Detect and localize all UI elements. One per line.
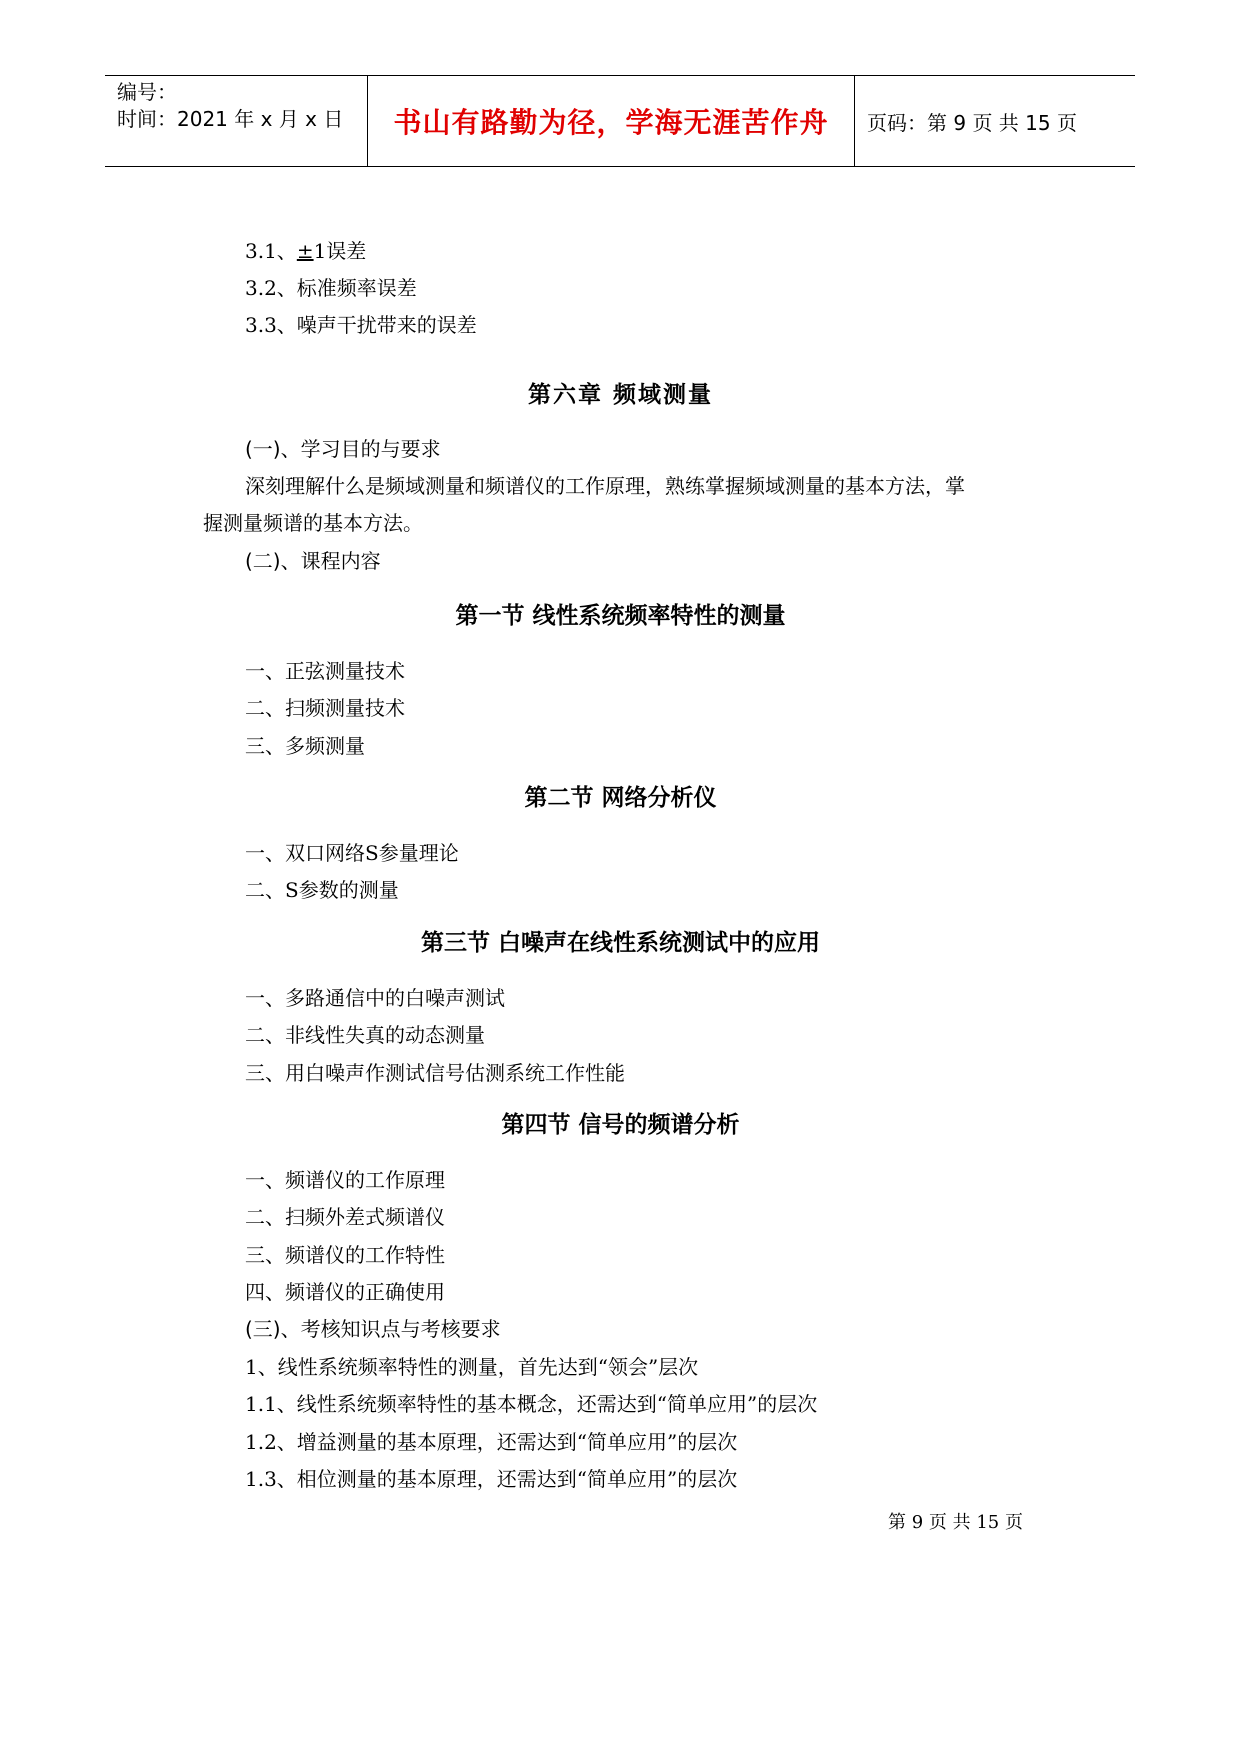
section-3-item: 二、非线性失真的动态测量	[245, 1023, 485, 1047]
section-2-item: 一、双口网络S参量理论	[245, 841, 459, 865]
section-1-item: 二、扫频测量技术	[245, 696, 405, 720]
exam-item: 1.1、线性系统频率特性的基本概念，还需达到“简单应用”的层次	[245, 1392, 818, 1416]
section-4-item: 三、频谱仪的工作特性	[245, 1243, 445, 1267]
error-item-1-rest: 1误差	[313, 239, 367, 263]
page-footer: 第 9 页 共 15 页	[888, 1512, 1023, 1533]
section-3-item: 三、用白噪声作测试信号估测系统工作性能	[245, 1061, 625, 1085]
section-4-item: 二、扫频外差式频谱仪	[245, 1205, 445, 1229]
time-label: 时间：2021 年 x 月 x 日	[117, 107, 344, 131]
document-header	[105, 75, 1135, 167]
goal-text-line-1: 深刻理解什么是频域测量和频谱仪的工作原理，熟练掌握频域测量的基本方法，掌	[245, 474, 965, 498]
header-meta	[105, 76, 368, 166]
exam-item: 1、线性系统频率特性的测量，首先达到“领会”层次	[245, 1355, 699, 1379]
error-item-3: 3.3、噪声干扰带来的误差	[245, 313, 477, 337]
exam-heading: (三)、考核知识点与考核要求	[245, 1317, 501, 1341]
section-4-title: 第四节 信号的频谱分析	[501, 1112, 740, 1138]
exam-item: 1.3、相位测量的基本原理，还需达到“简单应用”的层次	[245, 1467, 738, 1491]
section-4-item: 一、频谱仪的工作原理	[245, 1168, 445, 1192]
section-3-item: 一、多路通信中的白噪声测试	[245, 986, 505, 1010]
number-label: 编号：	[117, 80, 177, 104]
goal-text-line-2: 握测量频谱的基本方法。	[203, 511, 423, 535]
section-2-title: 第二节 网络分析仪	[524, 785, 717, 811]
error-item-1	[245, 235, 366, 264]
section-3-title: 第三节 白噪声在线性系统测试中的应用	[420, 930, 820, 956]
error-item-1-prefix: 3.1、	[245, 239, 297, 263]
plus-minus-symbol: ±	[296, 239, 314, 263]
exam-item: 1.2、增益测量的基本原理，还需达到“简单应用”的层次	[245, 1430, 738, 1454]
error-item-2: 3.2、标准频率误差	[245, 276, 417, 300]
chapter-title: 第六章 频域测量	[527, 381, 713, 408]
section-2-item: 二、S参数的测量	[245, 878, 399, 902]
header-motto: 书山有路勤为径，学海无涯苦作舟	[368, 76, 855, 166]
section-1-item: 一、正弦测量技术	[245, 659, 405, 683]
section-1-item: 三、多频测量	[245, 734, 365, 758]
header-page-label: 页码：第 9 页 共 15 页	[867, 110, 1077, 135]
section-1-title: 第一节 线性系统频率特性的测量	[455, 603, 786, 629]
section-4-item: 四、频谱仪的正确使用	[245, 1280, 445, 1304]
goal-heading: (一)、学习目的与要求	[245, 437, 441, 461]
content-heading: (二)、课程内容	[245, 549, 381, 573]
